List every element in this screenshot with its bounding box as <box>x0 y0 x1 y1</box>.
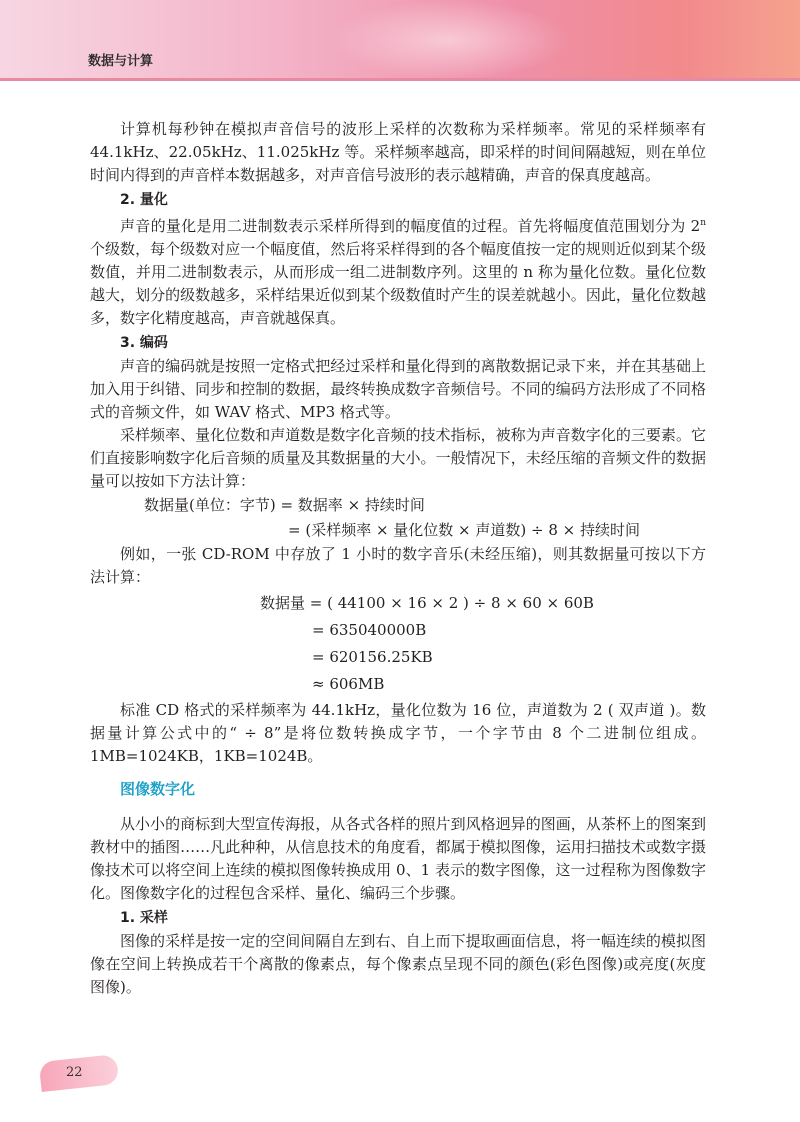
formula-line-2: = (采样频率 × 量化位数 × 声道数) ÷ 8 × 持续时间 <box>288 521 641 539</box>
paragraph-sampling-rate: 计算机每秒钟在模拟声音信号的波形上采样的次数称为采样频率。常见的采样频率有44.1kHz、22.05kHz、11.025kHz 等。采样频率越高，即采样的时间间隔越短，则在单位时间内得到的声音样本数据越多，对声音信号波形的表示越精确，声音的保真度越高。 <box>90 120 706 184</box>
calc-line-4: ≈ 606MB <box>312 675 385 693</box>
calc-line-1: 数据量 = ( 44100 × 16 × 2 ) ÷ 8 × 60 × 60B <box>260 594 594 612</box>
page-content <box>90 118 706 999</box>
formula-line-1: 数据量(单位：字节) = 数据率 × 持续时间 <box>144 496 425 514</box>
header-glow <box>330 0 570 80</box>
paragraph-example: 例如，一张 CD-ROM 中存放了 1 小时的数字音乐(未经压缩)，则其数据量可按以下方法计算： <box>90 545 706 586</box>
paragraph-image-digitization: 从小小的商标到大型宣传海报，从各式各样的照片到风格迥异的图画，从茶杯上的图案到教材中的插图……凡此种种，从信息技术的角度看，都属于模拟图像，运用扫描技术或数字摄像技术可以将空间上连续的模拟图像转换成用 0、1 表示的数字图像，这一过程称为图像数字化。图像数字化的过程包含采样、量化、编码三个步骤。 <box>90 815 706 902</box>
quant-superscript: n <box>700 218 706 228</box>
section-heading-image: 图像数字化 <box>120 780 196 798</box>
heading-encoding: 3. 编码 <box>120 335 168 351</box>
quant-text-b: 个级数，每个级数对应一个幅度值，然后将采样得到的各个幅度值按一定的规则近似到某个级数值，并用二进制数表示，从而形成一组二进制数序列。这里的 n 称为量化位数。量化位数越大，划分的级数越多，采样结果近似到某个级数值时产生的误差就越小。因此，量化位数越多，数字化精度越高，声音就越保真。 <box>90 240 706 327</box>
calc-line-3: = 620156.25KB <box>312 648 433 666</box>
page-number: 22 <box>66 1065 83 1080</box>
header-band <box>0 78 800 81</box>
calc-line-2: = 635040000B <box>312 621 427 639</box>
paragraph-three-elements: 采样频率、量化位数和声道数是数字化音频的技术指标，被称为声音数字化的三要素。它们直接影响数字化后音频的质量及其数据量的大小。一般情况下，未经压缩的音频文件的数据量可以按如下方法计算： <box>90 426 706 490</box>
paragraph-encoding: 声音的编码就是按照一定格式把经过采样和量化得到的离散数据记录下来，并在其基础上加入用于纠错、同步和控制的数据，最终转换成数字音频信号。不同的编码方法形成了不同格式的音频文件，如 WAV 格式、MP3 格式等。 <box>90 357 706 421</box>
heading-image-sampling: 1. 采样 <box>120 910 168 926</box>
header-title: 数据与计算 <box>88 54 154 69</box>
paragraph-image-sampling: 图像的采样是按一定的空间间隔自左到右、自上而下提取画面信息，将一幅连续的模拟图像在空间上转换成若干个离散的像素点，每个像素点呈现不同的颜色(彩色图像)或亮度(灰度图像)。 <box>90 932 706 996</box>
paragraph-standard-cd: 标准 CD 格式的采样频率为 44.1kHz，量化位数为 16 位，声道数为 2 ( 双声道 )。数据量计算公式中的“ ÷ 8”是将位数转换成字节，一个字节由 8 个二进制位组成。1MB=1024KB，1KB=1024B。 <box>90 701 706 765</box>
page-header <box>0 0 800 80</box>
heading-quantization: 2. 量化 <box>120 192 168 208</box>
paragraph-quantization <box>90 212 706 330</box>
quant-text-a: 声音的量化是用二进制数表示采样所得到的幅度值的过程。首先将幅度值范围划分为 2 <box>120 217 701 235</box>
